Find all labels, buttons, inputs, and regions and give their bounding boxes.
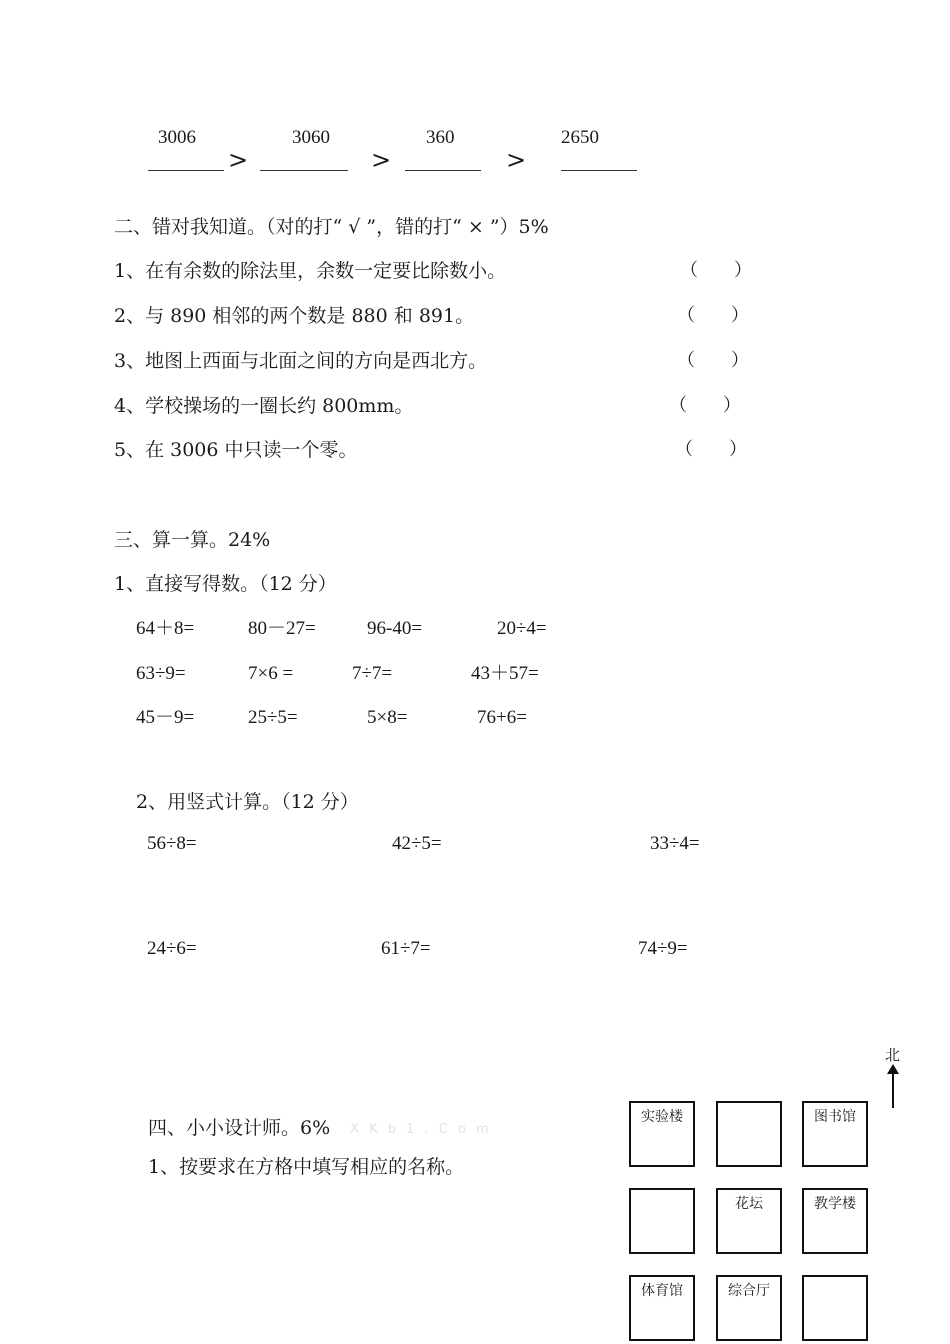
greater-than-sign: > xyxy=(228,146,249,174)
oral-problem: 96-40= xyxy=(367,618,423,639)
section-title: 四、小小设计师。6% xyxy=(148,1117,331,1139)
oral-problem: 76+6= xyxy=(477,707,527,728)
oral-problem: 63÷9= xyxy=(136,663,186,684)
oral-problem: 43＋57= xyxy=(471,663,539,684)
cell-label: 实验楼 xyxy=(641,1109,683,1125)
cell-label: 体育馆 xyxy=(641,1283,683,1299)
question-item: 5、在 3006 中只读一个零。 xyxy=(114,439,358,461)
question-item: 1、在有余数的除法里，余数一定要比除数小。 xyxy=(114,260,507,282)
oral-problem: 7×6 = xyxy=(248,663,294,684)
grid-cell[interactable] xyxy=(629,1275,695,1341)
grid-cell[interactable] xyxy=(802,1275,868,1341)
answer-blank[interactable] xyxy=(405,170,481,171)
answer-blank[interactable] xyxy=(148,170,224,171)
answer-parentheses[interactable]: （ ） xyxy=(680,260,752,281)
greater-than-sign: > xyxy=(506,146,527,174)
grid-cell[interactable] xyxy=(716,1188,782,1254)
compare-number: 2650 xyxy=(561,127,599,148)
vertical-problem: 42÷5= xyxy=(392,833,442,854)
oral-problem: 80－27= xyxy=(248,618,316,639)
vertical-problem: 61÷7= xyxy=(381,938,431,959)
grid-cell[interactable] xyxy=(716,1275,782,1341)
answer-blank[interactable] xyxy=(260,170,348,171)
grid-cell[interactable] xyxy=(629,1101,695,1167)
cell-label: 图书馆 xyxy=(814,1109,856,1125)
greater-than-sign: > xyxy=(371,146,392,174)
section-title: 二、错对我知道。（对的打“ √ ”，错的打“ × ”）5% xyxy=(114,216,549,238)
compare-number: 3060 xyxy=(292,127,330,148)
vertical-problem: 33÷4= xyxy=(650,833,700,854)
oral-problem: 7÷7= xyxy=(352,663,393,684)
subsection-title: 1、直接写得数。（12 分） xyxy=(114,573,337,595)
question-item: 4、学校操场的一圈长约 800mm。 xyxy=(114,395,414,417)
answer-blank[interactable] xyxy=(561,170,637,171)
oral-problem: 20÷4= xyxy=(497,618,547,639)
answer-parentheses[interactable]: （ ） xyxy=(677,350,749,371)
grid-cell[interactable] xyxy=(802,1101,868,1167)
grid-cell[interactable] xyxy=(802,1188,868,1254)
cell-label: 花坛 xyxy=(735,1196,763,1212)
subsection-title: 2、用竖式计算。（12 分） xyxy=(136,791,359,813)
cell-label: 综合厅 xyxy=(728,1283,770,1299)
cell-label: 教学楼 xyxy=(814,1196,856,1212)
oral-problem: 64＋8= xyxy=(136,618,195,639)
question-item: 2、与 890 相邻的两个数是 880 和 891。 xyxy=(114,305,475,327)
grid-cell[interactable] xyxy=(629,1188,695,1254)
vertical-problem: 24÷6= xyxy=(147,938,197,959)
section-title: 三、算一算。24% xyxy=(114,529,271,551)
vertical-problem: 74÷9= xyxy=(638,938,688,959)
compare-number: 3006 xyxy=(158,127,196,148)
subsection-title: 1、按要求在方格中填写相应的名称。 xyxy=(148,1156,465,1178)
answer-parentheses[interactable]: （ ） xyxy=(677,305,749,326)
answer-parentheses[interactable]: （ ） xyxy=(669,395,741,416)
vertical-problem: 56÷8= xyxy=(147,833,197,854)
answer-parentheses[interactable]: （ ） xyxy=(675,439,747,460)
north-arrow-icon xyxy=(892,1072,894,1108)
compare-number: 360 xyxy=(426,127,455,148)
oral-problem: 25÷5= xyxy=(248,707,298,728)
oral-problem: 5×8= xyxy=(367,707,408,728)
question-item: 3、地图上西面与北面之间的方向是西北方。 xyxy=(114,350,488,372)
grid-cell[interactable] xyxy=(716,1101,782,1167)
oral-problem: 45－9= xyxy=(136,707,195,728)
north-label: 北 xyxy=(885,1046,901,1064)
watermark: X K b 1 . C o m xyxy=(350,1122,492,1137)
